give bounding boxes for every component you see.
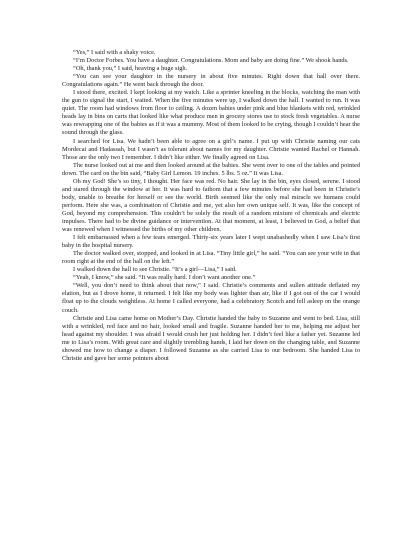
paragraph: “Well, you don’t need to think about that now,” I said. Christie’s comments and sullen attitude deflated my elation, but as I drove home, it returned. I felt like my body was lighter than air, like if I got out of the car I would float up to the clouds weightless. At home I called everyone, had a celebratory Scotch and fell asleep on the orange couch. bbox=[62, 282, 360, 314]
paragraph: I stood there, excited. I kept looking at my watch. Like a sprinter kneeling in the blocks, watching the man with the gun to signal the start, I waited. When the five minutes were up, I walked down the hall. I wanted to run. It was quiet. The room had windows from floor to ceiling. A dozen babies under pink and blue blankets with red, wrinkled heads lay in bins on carts that looked like what produce men in grocery stores use to stock fresh vegetables. A nurse was rewrapping one of the babies as if it was a mummy. Most of them looked to be crying, though I couldn’t hear the sound through the glass. bbox=[62, 89, 360, 137]
paragraph: Oh my God! She’s so tiny, I thought. Her face was red. No hair. She lay in the bin, eyes closed, serene. I stood and stared through the window at her. It was hard to fathom that a few minutes before she had been in Christie’s body, unable to breathe for herself or see the world. Birth seemed like the only real miracle we humans could perform. Here she was, a combination of Christie and me, yet also her own unique self. It was, like the concept of God, beyond my comprehension. This couldn’t be solely the result of a random mixture of chemicals and electric impulses. There had to be divine guidance or intervention. At that moment, at least, I believed in God, a belief that was renewed when I witnessed the births of my other children. bbox=[62, 177, 360, 234]
paragraph: “Yes,” I said with a shaky voice. bbox=[73, 49, 156, 56]
paragraph: “Yeah, I know,” she said. “It was really hard. I don’t want another one.” bbox=[73, 274, 256, 282]
paragraph: “Oh, thank you,” I said, heaving a huge sigh. bbox=[73, 65, 188, 73]
paragraph: Christie and Lisa came home on Mother’s Day. Christie handed the baby to Suzanne and went to bed. Lisa, still with a wrinkled, red face and no hair, looked small and fragile. Suzanne handed her to me, helping me adjust her head against my shoulder. I was afraid I would crush her just holding her. I didn’t feel like a father yet. Suzanne led me to Lisa’s room. With great care and slightly trembling hands, I laid her down on the changing table, and Suzanne showed me how to change a diaper. I followed Suzanne as she carried Lisa to our bedroom. She handed Lisa to Christie and gave her some pointers about bbox=[62, 314, 360, 362]
paragraph: I searched for Lisa. We hadn’t been able to agree on a girl’s name. I put up with Christie naming our cats Mordecai and Hadassah, but I wasn’t as tolerant about names for my daughter. Christie wanted Rachel or Hannah. Those are the only two I remember. I didn’t like either. We finally agreed on Lisa. bbox=[62, 137, 360, 161]
paragraph: The nurse looked out at me and then looked around at the babies. She went over to one of the tables and pointed down. The card on the bin said, “Baby Girl Lemon. 19 inches. 5 lbs. 5 oz.” It was Lisa. bbox=[62, 161, 360, 177]
paragraph: “You can see your daughter in the nursery in about five minutes. Right down that hall over there. Congratulations again.” He went back through the door. bbox=[62, 73, 360, 89]
paragraph: “I’m Doctor Forbes. You have a daughter. Congratulations. Mom and baby are doing fine.” We shook hands. bbox=[73, 57, 349, 65]
paragraph: I walked down the hall to see Christie. “It’s a girl—Lisa,” I said. bbox=[73, 266, 237, 274]
paragraph: I felt embarrassed when a few tears emerged. Thirty-six years later I wept unabashedly when I saw Lisa’s first baby in the hospital nursery. bbox=[62, 234, 360, 250]
book-page-text bbox=[62, 49, 360, 363]
paragraph: The doctor walked over, stopped, and looked in at Lisa. “Tiny little girl,” he said. “You can see your wife in that room right at the end of the hall on the left.” bbox=[62, 250, 360, 266]
